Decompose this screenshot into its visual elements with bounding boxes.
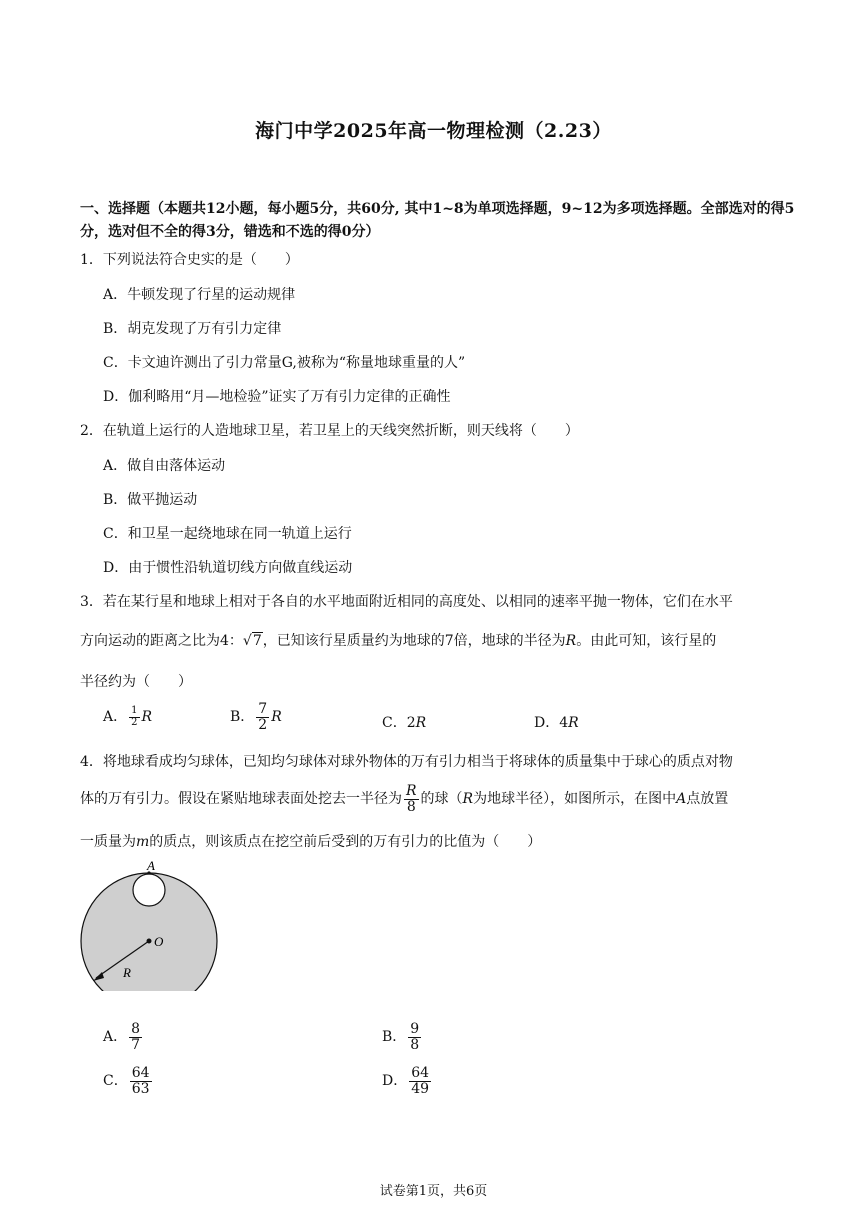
fraction-denominator: 8 <box>410 1036 420 1053</box>
q3-line-1: 3．若在某行星和地球上相对于各自的水平地面附近相同的高度处、以相同的速率平抛一物体，它们在水平 <box>80 594 733 610</box>
sphere-figure <box>76 856 226 991</box>
q2-option-b: B．做平抛运动 <box>103 492 198 508</box>
mass-symbol: m <box>136 834 150 850</box>
q3-option-a-label: A． <box>103 709 128 725</box>
fraction <box>129 706 139 728</box>
q4-text: 的质点，则该质点在挖空前后受到的万有引力的比值为（ ） <box>149 834 542 850</box>
fraction-numerator: 9 <box>410 1021 420 1037</box>
sqrt-radicand: 7 <box>252 633 262 649</box>
q4-text: 一质量为 <box>80 834 136 850</box>
q4-option-d-label: D． <box>382 1073 408 1090</box>
fraction-denominator: 7 <box>131 1036 141 1053</box>
page-footer: 试卷第1页，共6页 <box>379 1184 488 1199</box>
q3-option-d <box>534 712 579 732</box>
fraction-numerator: 64 <box>411 1065 430 1081</box>
radius-symbol: R <box>462 791 474 808</box>
fraction-numerator: 1 <box>131 705 138 716</box>
q2-option-c: C．和卫星一起绕地球在同一轨道上运行 <box>103 526 352 542</box>
fraction-numerator: 64 <box>131 1065 150 1081</box>
fraction-denominator: 2 <box>258 716 268 733</box>
fraction <box>129 1022 142 1052</box>
cavity-sphere <box>133 874 165 906</box>
q4-line-3 <box>80 831 541 851</box>
q1-option-b: B．胡克发现了万有引力定律 <box>103 321 282 337</box>
radius-symbol: R <box>141 709 153 725</box>
q3-line-2 <box>80 630 716 650</box>
q4-option-a-label: A． <box>103 1029 128 1046</box>
q3-option-c <box>382 712 426 732</box>
q3-option-c-label: C．2 <box>382 715 416 731</box>
q4-text: 点放置 <box>686 791 729 808</box>
radius-symbol: R <box>271 709 282 726</box>
fraction-numerator: 7 <box>258 701 268 717</box>
label-o: O <box>154 934 164 949</box>
fraction <box>404 784 419 814</box>
sqrt-symbol: √7 <box>242 633 262 649</box>
fraction-denominator: 2 <box>131 716 138 728</box>
q3-option-b <box>230 702 282 732</box>
q4-option-b <box>382 1022 423 1052</box>
q4-option-c-label: C． <box>103 1073 128 1090</box>
fraction <box>256 702 269 732</box>
q1-option-a: A．牛顿发现了行星的运动规律 <box>103 287 296 303</box>
label-a: A <box>147 858 155 873</box>
q3-radius-symbol: R <box>565 633 577 649</box>
page-title: 海门中学2025年高一物理检测（2.23） <box>255 120 612 142</box>
q3-conclusion-text: 。由此可知，该行星的 <box>576 633 717 649</box>
q1-option-d: D．伽利略用“月—地检验”证实了万有引力定律的正确性 <box>103 389 451 405</box>
q4-text: 体的万有引力。假设在紧贴地球表面处挖去一半径为 <box>80 791 402 808</box>
q1-option-c: C．卡文迪许测出了引力常量G,被称为“称量地球重量的人” <box>103 355 466 371</box>
q2-stem: 2．在轨道上运行的人造地球卫星，若卫星上的天线突然折断，则天线将（ ） <box>80 423 579 439</box>
q4-option-a <box>103 1022 144 1052</box>
section-header: 一、选择题（本题共12小题，每小题5分，共60分, 其中1~8为单项选择题，9~12为多项选择题。全部选对的得5分，选对但不全的得3分，错选和不选的得0分） <box>80 201 795 240</box>
q4-line-2 <box>80 784 728 814</box>
radius-symbol: R <box>568 715 579 731</box>
fraction-numerator: R <box>406 783 417 799</box>
fraction-numerator: 8 <box>131 1021 141 1037</box>
fraction-denominator: 8 <box>404 799 419 815</box>
q2-option-a: A．做自由落体运动 <box>103 458 226 474</box>
q3-mass-text: ，已知该行星质量约为地球的7倍，地球的半径为 <box>262 633 566 649</box>
fraction <box>409 1066 431 1096</box>
q1-stem: 1．下列说法符合史实的是（ ） <box>80 252 299 268</box>
label-r: R <box>123 965 131 980</box>
q4-text: 为地球半径），如图所示，在图中 <box>473 791 677 808</box>
q3-line-3: 半径约为（ ） <box>80 674 192 690</box>
point-a-symbol: A <box>676 791 687 808</box>
q4-option-c <box>103 1066 154 1096</box>
fraction-denominator: 49 <box>411 1080 430 1097</box>
q4-option-d <box>382 1066 433 1096</box>
q3-option-d-label: D．4 <box>534 715 569 731</box>
q3-option-b-label: B． <box>230 709 255 726</box>
q3-option-a <box>103 706 152 728</box>
q2-option-d: D．由于惯性沿轨道切线方向做直线运动 <box>103 560 353 576</box>
q4-text: 的球（ <box>420 791 463 808</box>
fraction <box>130 1066 152 1096</box>
q3-ratio-text: 方向运动的距离之比为4： <box>80 633 243 649</box>
radius-symbol: R <box>415 715 427 731</box>
fraction-denominator: 63 <box>131 1080 150 1097</box>
q4-line-1: 4．将地球看成均匀球体，已知均匀球体对球外物体的万有引力相当于将球体的质量集中于球心的质点对物 <box>80 754 733 770</box>
q4-option-b-label: B． <box>382 1029 407 1046</box>
fraction <box>408 1022 421 1052</box>
